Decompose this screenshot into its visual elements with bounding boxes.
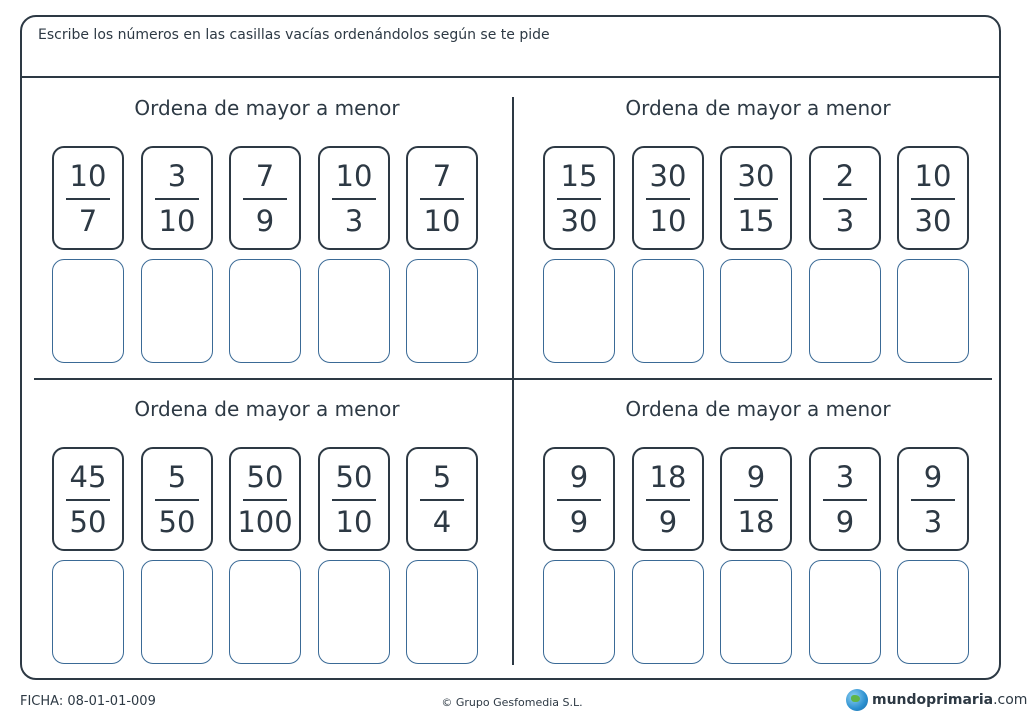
- horizontal-divider: [34, 378, 992, 380]
- fraction-bar: [734, 499, 778, 501]
- fraction-numerator: 15: [560, 159, 598, 193]
- quadrant-title: Ordena de mayor a menor: [625, 397, 891, 421]
- vertical-divider: [512, 97, 514, 665]
- fraction-denominator: 3: [923, 505, 943, 539]
- answer-box[interactable]: [141, 560, 213, 664]
- fraction-numerator: 9: [923, 460, 943, 494]
- quadrant-bottom-left: [52, 397, 482, 657]
- fraction-bar: [823, 499, 867, 501]
- fraction-card: [406, 146, 478, 250]
- answer-box[interactable]: [229, 560, 301, 664]
- fraction-denominator: 10: [649, 204, 687, 238]
- fraction-card: [318, 447, 390, 551]
- quadrant-title: Ordena de mayor a menor: [134, 96, 400, 120]
- fraction-denominator: 3: [835, 204, 855, 238]
- fraction-bar: [911, 499, 955, 501]
- fraction-numerator: 10: [335, 159, 373, 193]
- fraction-card: [543, 146, 615, 250]
- fraction-numerator: 18: [649, 460, 687, 494]
- fraction-denominator: 50: [69, 505, 107, 539]
- answer-box[interactable]: [318, 560, 390, 664]
- fraction-card: [52, 146, 124, 250]
- fraction-card: [52, 447, 124, 551]
- fraction-card: [229, 146, 301, 250]
- copyright-text: © Grupo Gesfomedia S.L.: [441, 696, 583, 709]
- fraction-numerator: 10: [914, 159, 952, 193]
- fraction-bar: [332, 499, 376, 501]
- fraction-card: [897, 146, 969, 250]
- answer-box[interactable]: [406, 560, 478, 664]
- quadrant-bottom-right: [543, 397, 973, 657]
- fraction-denominator: 100: [237, 505, 293, 539]
- fraction-denominator: 9: [569, 505, 589, 539]
- fraction-numerator: 50: [335, 460, 373, 494]
- answer-box[interactable]: [141, 259, 213, 363]
- brand-name: mundoprimaria: [872, 692, 994, 708]
- fraction-card: [318, 146, 390, 250]
- fraction-denominator: 9: [658, 505, 678, 539]
- fraction-numerator: 30: [649, 159, 687, 193]
- quadrant-title: Ordena de mayor a menor: [134, 397, 400, 421]
- fraction-denominator: 50: [158, 505, 196, 539]
- fraction-numerator: 9: [569, 460, 589, 494]
- fraction-card: [543, 447, 615, 551]
- quadrant-top-right: [543, 96, 973, 356]
- fraction-bar: [911, 198, 955, 200]
- fraction-bar: [557, 499, 601, 501]
- fraction-card: [632, 447, 704, 551]
- fraction-denominator: 3: [344, 204, 364, 238]
- fraction-numerator: 30: [737, 159, 775, 193]
- brand-logo[interactable]: [846, 689, 1027, 711]
- worksheet-frame: [20, 15, 1001, 680]
- fraction-numerator: 10: [69, 159, 107, 193]
- brand-tld: .com: [993, 692, 1027, 708]
- answer-box[interactable]: [809, 560, 881, 664]
- fraction-card: [897, 447, 969, 551]
- fraction-numerator: 3: [167, 159, 187, 193]
- fraction-card: [141, 146, 213, 250]
- worksheet-code: FICHA: 08-01-01-009: [20, 694, 156, 709]
- fraction-bar: [646, 198, 690, 200]
- answer-box[interactable]: [897, 560, 969, 664]
- fraction-numerator: 7: [432, 159, 452, 193]
- fraction-bar: [420, 499, 464, 501]
- answer-box[interactable]: [543, 259, 615, 363]
- fraction-denominator: 15: [737, 204, 775, 238]
- quadrant-title: Ordena de mayor a menor: [625, 96, 891, 120]
- fraction-bar: [332, 198, 376, 200]
- fraction-numerator: 5: [167, 460, 187, 494]
- fraction-denominator: 30: [560, 204, 598, 238]
- fraction-numerator: 9: [746, 460, 766, 494]
- fraction-denominator: 4: [432, 505, 452, 539]
- fraction-bar: [420, 198, 464, 200]
- fraction-bar: [243, 198, 287, 200]
- fraction-card: [720, 146, 792, 250]
- fraction-card: [141, 447, 213, 551]
- fraction-denominator: 9: [835, 505, 855, 539]
- answer-box[interactable]: [720, 259, 792, 363]
- answer-box[interactable]: [720, 560, 792, 664]
- header-divider: [22, 76, 999, 78]
- fraction-bar: [823, 198, 867, 200]
- answer-box[interactable]: [229, 259, 301, 363]
- answer-box[interactable]: [52, 259, 124, 363]
- answer-box[interactable]: [52, 560, 124, 664]
- fraction-bar: [155, 499, 199, 501]
- fraction-denominator: 7: [78, 204, 98, 238]
- fraction-denominator: 10: [158, 204, 196, 238]
- answer-box[interactable]: [632, 259, 704, 363]
- fraction-bar: [734, 198, 778, 200]
- fraction-numerator: 5: [432, 460, 452, 494]
- fraction-card: [809, 447, 881, 551]
- fraction-numerator: 2: [835, 159, 855, 193]
- answer-box[interactable]: [897, 259, 969, 363]
- answer-box[interactable]: [406, 259, 478, 363]
- answer-box[interactable]: [543, 560, 615, 664]
- fraction-card: [809, 146, 881, 250]
- fraction-numerator: 50: [246, 460, 284, 494]
- fraction-numerator: 7: [255, 159, 275, 193]
- fraction-card: [720, 447, 792, 551]
- fraction-bar: [243, 499, 287, 501]
- answer-box[interactable]: [318, 259, 390, 363]
- fraction-card: [229, 447, 301, 551]
- fraction-bar: [155, 198, 199, 200]
- fraction-bar: [66, 499, 110, 501]
- fraction-bar: [66, 198, 110, 200]
- answer-box[interactable]: [809, 259, 881, 363]
- fraction-card: [406, 447, 478, 551]
- fraction-numerator: 3: [835, 460, 855, 494]
- fraction-denominator: 9: [255, 204, 275, 238]
- instruction-text: Escribe los números en las casillas vacías ordenándolos según se te pide: [38, 27, 550, 43]
- fraction-bar: [646, 499, 690, 501]
- fraction-card: [632, 146, 704, 250]
- quadrant-top-left: [52, 96, 482, 356]
- fraction-denominator: 30: [914, 204, 952, 238]
- fraction-bar: [557, 198, 601, 200]
- fraction-numerator: 45: [69, 460, 107, 494]
- brand-text: [872, 692, 1027, 708]
- fraction-denominator: 10: [335, 505, 373, 539]
- fraction-denominator: 10: [423, 204, 461, 238]
- answer-box[interactable]: [632, 560, 704, 664]
- globe-icon: [846, 689, 868, 711]
- fraction-denominator: 18: [737, 505, 775, 539]
